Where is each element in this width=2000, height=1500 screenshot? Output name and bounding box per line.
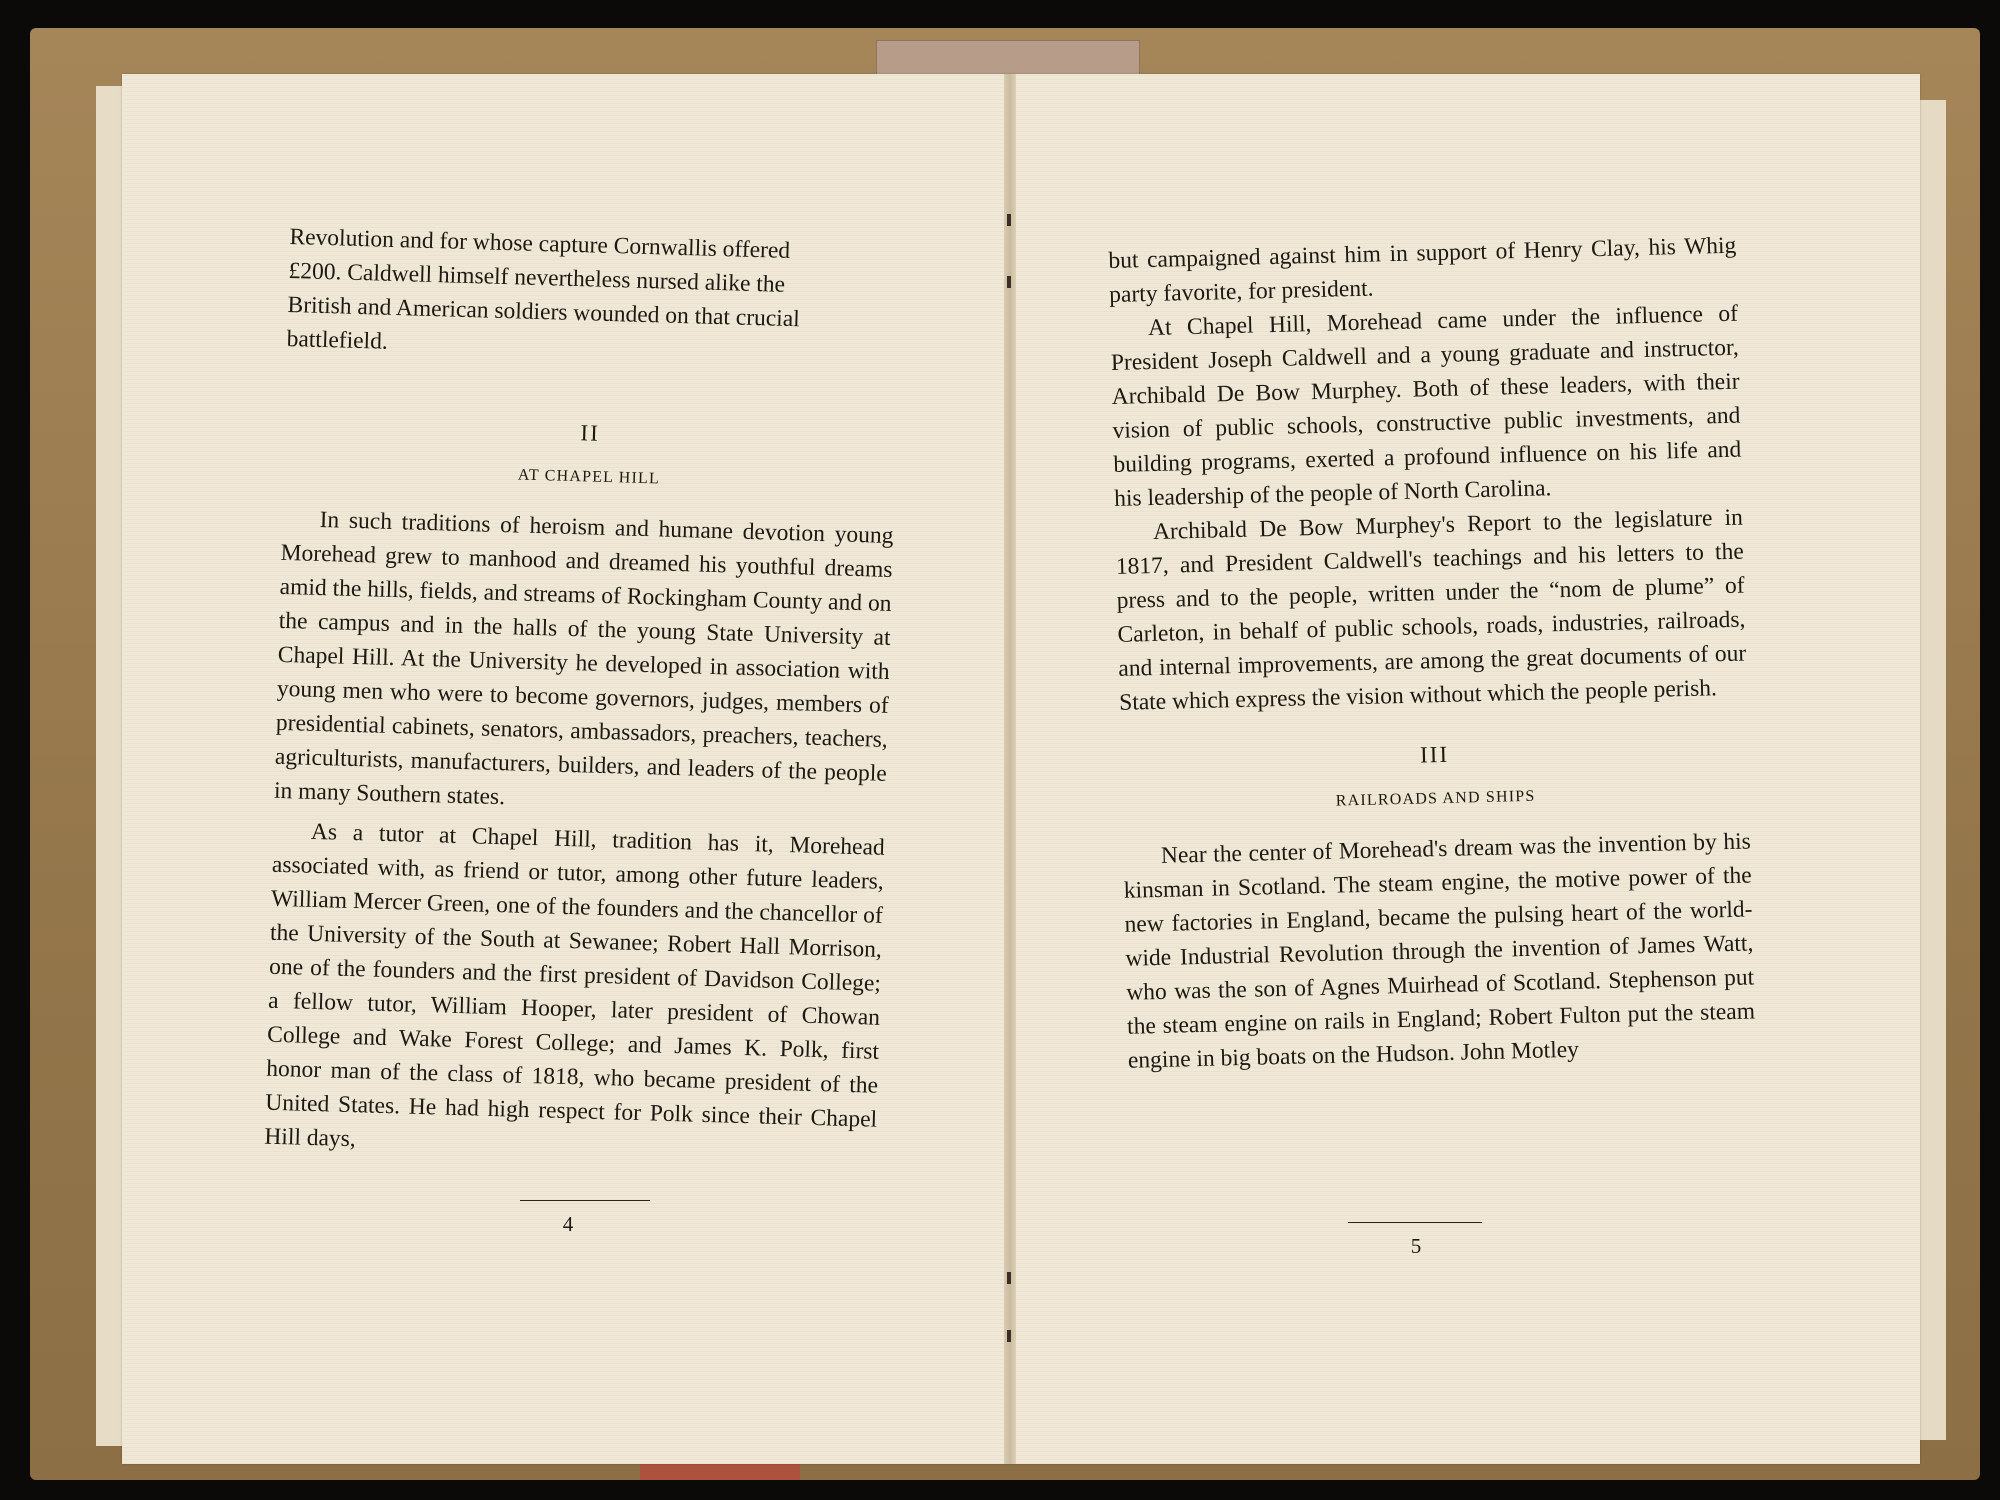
text-line: British and American soldiers wounded on that crucial (287, 291, 801, 333)
text-line: £200. Caldwell himself nevertheless nursed alike the (288, 257, 786, 298)
binding-stitch (1007, 276, 1011, 288)
paragraph: As a tutor at Chapel Hill, tradition has it, Morehead associated with, as friend or tutor, among other future leaders, William Mercer Green, one of the founders and the chancellor of the University of the South at Sewanee; Robert Hall Morrison, one of the founders and the first president of Davidson College; a fellow tutor, William Hooper, later president of Chowan College and Wake Forest College; and James K. Polk, first honor man of the class of 1818, who became president of the United States. He had high respect for Polk since their Chapel Hill days, (264, 818, 886, 1153)
cover-label-strip (640, 1462, 800, 1480)
text-line: Revolution and for whose capture Cornwallis offered (289, 223, 791, 264)
section-title: RAILROADS AND SHIPS (1335, 787, 1536, 810)
folio-rule (520, 1200, 650, 1201)
right-page-text (1108, 229, 1756, 1078)
binding-stitch (1007, 214, 1011, 226)
folio-rule (1348, 1222, 1482, 1223)
continuation-text (286, 220, 902, 373)
section-number: II (580, 420, 601, 446)
section-number: III (1419, 741, 1450, 768)
section-title: AT CHAPEL HILL (517, 466, 661, 488)
text-line: battlefield. (286, 325, 389, 355)
page-number: 5 (1410, 1234, 1422, 1258)
paragraph: In such traditions of heroism and humane devotion young Morehead grew to manhood and dreamed his youthful dreams amid the hills, fields, and streams of Rockingham County and on the campus and in the halls of the young State University at Chapel Hill. At the University he developed in association with young men who were to become governors, judges, members of presidential cabinets, senators, ambassadors, preachers, teachers, agriculturists, manufacturers, builders, and leaders of the people in many Southern states. (273, 506, 894, 811)
left-page-text (264, 220, 902, 1171)
paragraph: but campaigned against him in support of Henry Clay, his Whig party favorite, for president. (1108, 232, 1737, 308)
page-number: 4 (562, 1212, 574, 1236)
paragraph: Near the center of Morehead's dream was the invention by his kinsman in Scotland. The steam engine, the motive power of the new factories in England, became the pulsing heart of the world-wide Industrial Revolution through the invention of James Watt, who was the son of Agnes Muirhead of Scotland. Stephenson put the steam engine on rails in England; Robert Fulton put the steam engine in big boats on the Hudson. John Motley (1123, 828, 1756, 1074)
binding-stitch (1007, 1272, 1011, 1284)
binding-stitch (1007, 1330, 1011, 1342)
paragraph: At Chapel Hill, Morehead came under the influence of President Joseph Caldwell and a young graduate and instructor, Archibald De Bow Murphey. Both of these leaders, with their vision of public schools, constructive public investments, and building programs, exerted a profound influence on his life and his leadership of the people of North Carolina. (1110, 300, 1742, 512)
paragraph: Archibald De Bow Murphey's Report to the legislature in 1817, and President Caldwell's teachings and his letters to the press and to the people, written under the “nom de plume” of Carleton, in behalf of public schools, roads, industries, railroads, and internal improvements, are among the great documents of our State which express the vision without which the people perish. (1115, 504, 1747, 716)
